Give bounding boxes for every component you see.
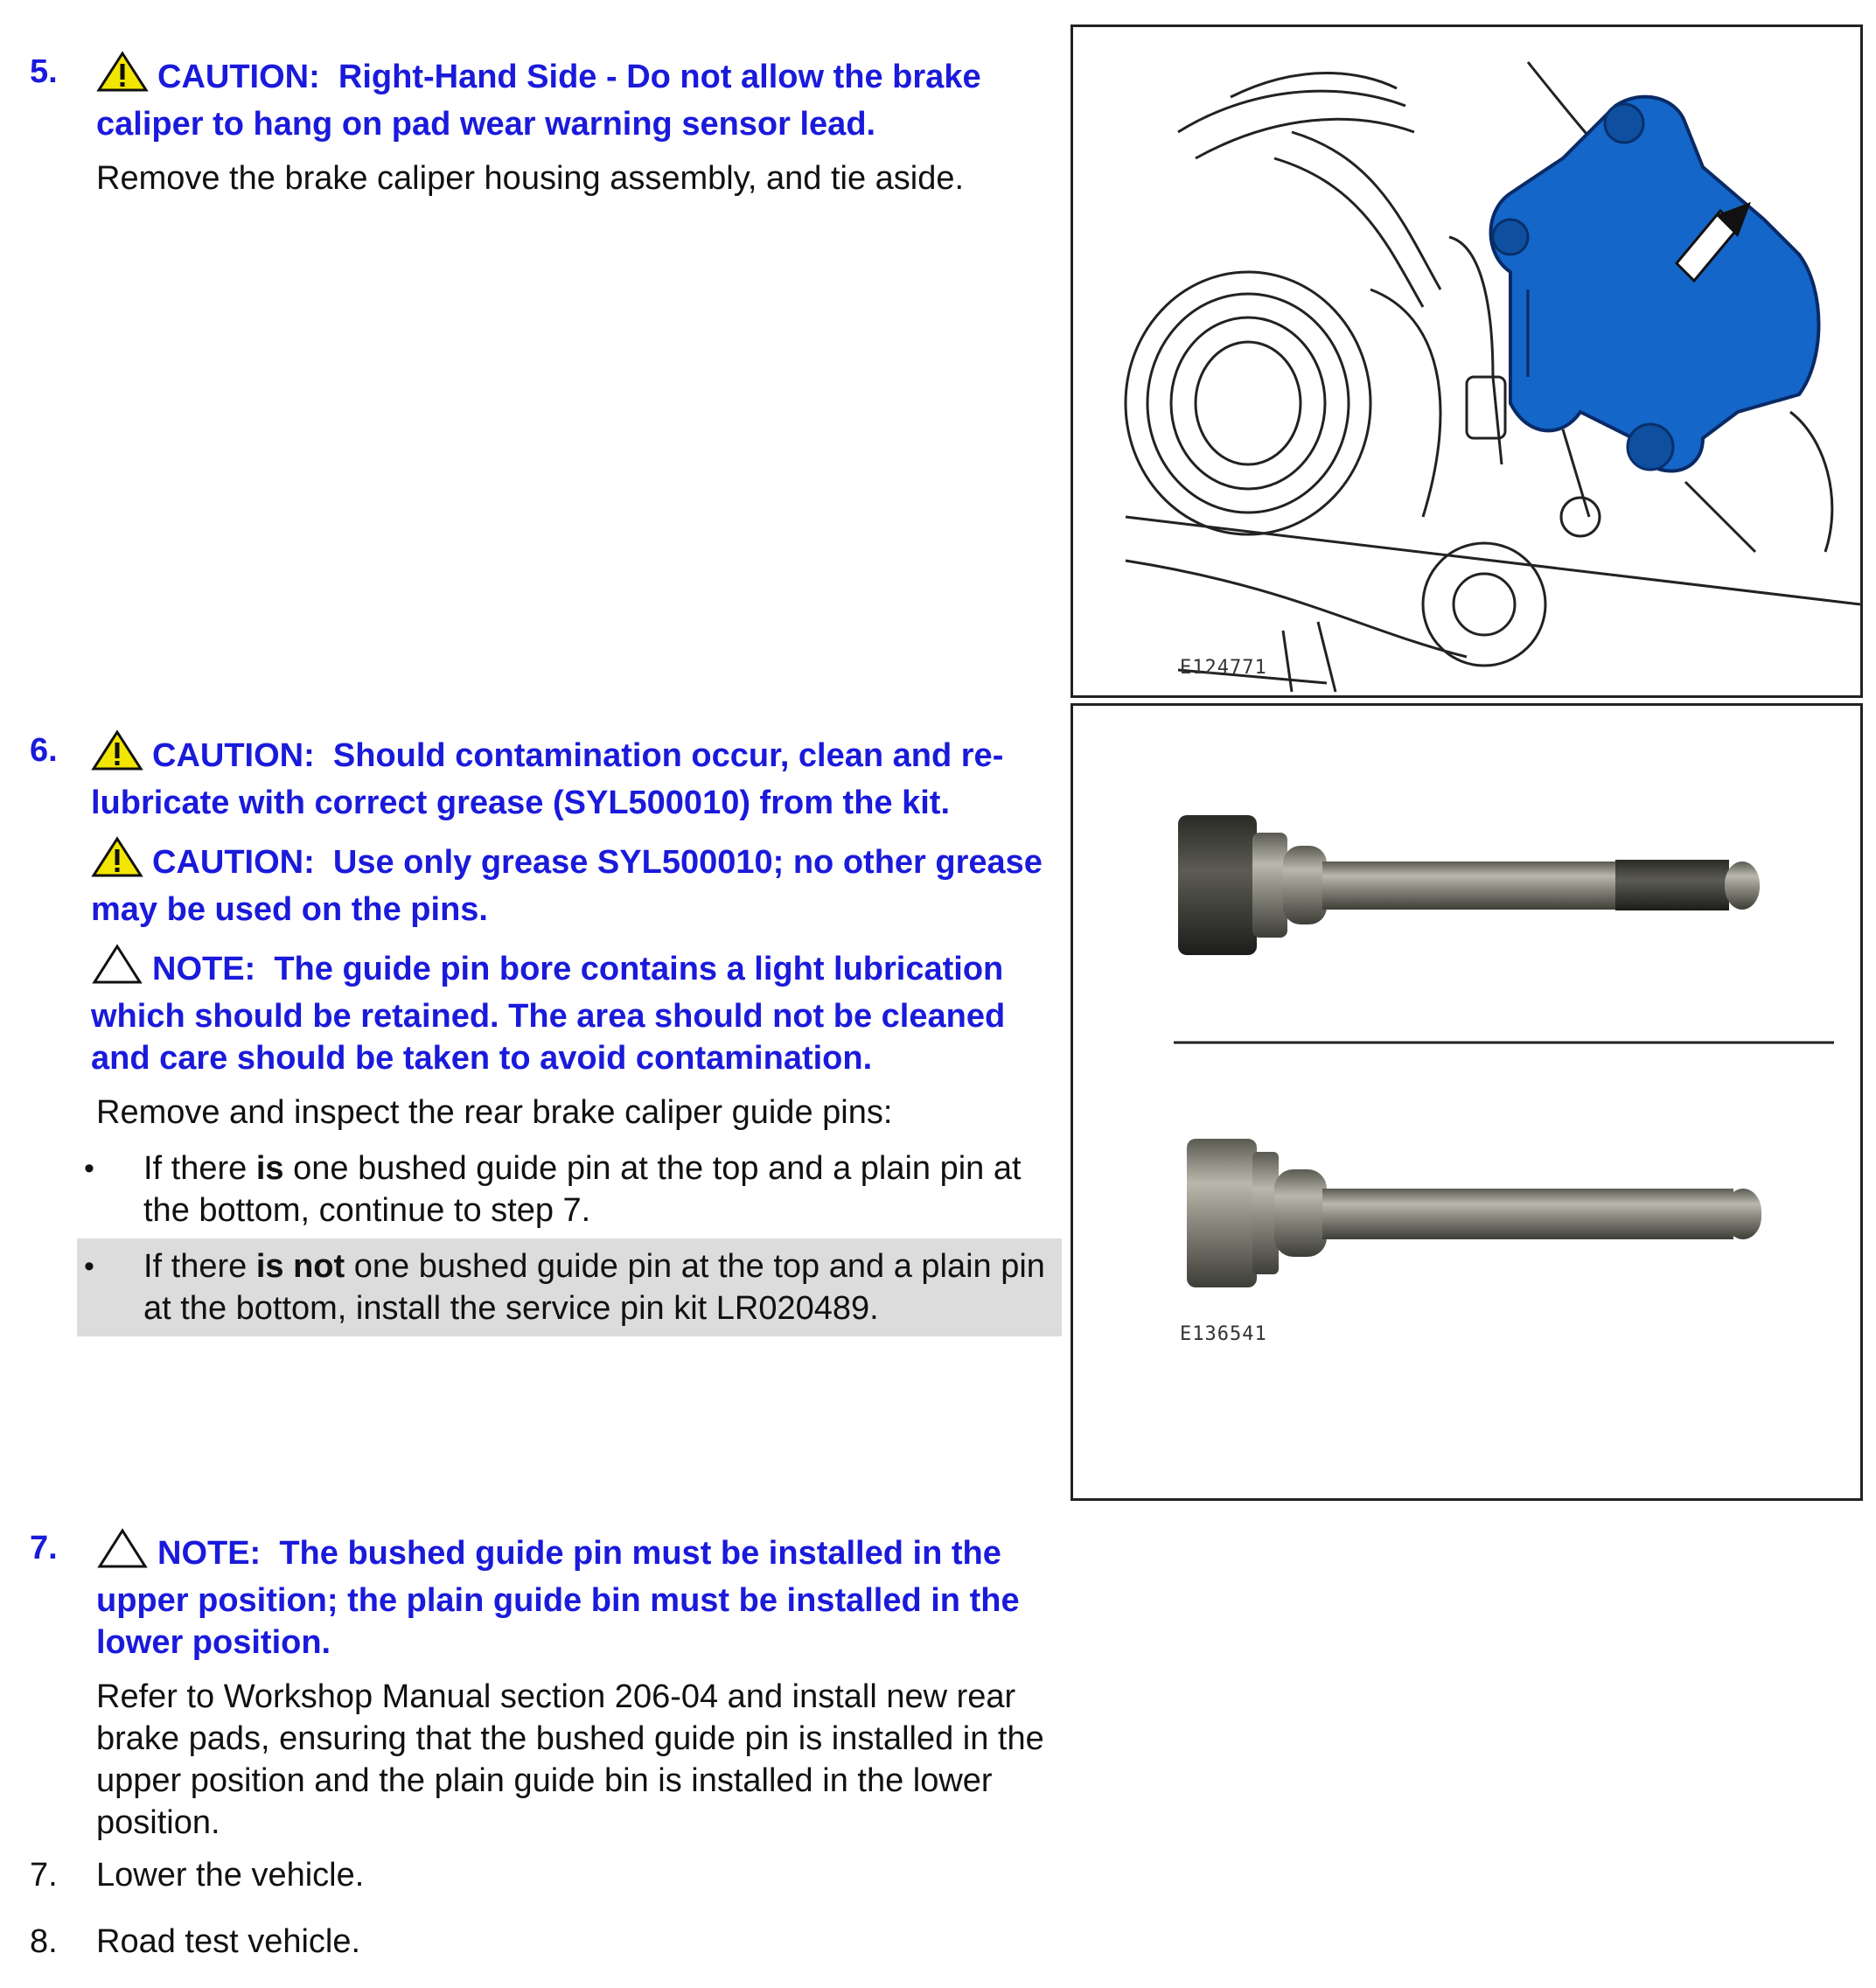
- step-instruction: Refer to Workshop Manual section 206-04 and install new rear brake pads, ensuring that the bushed guide pin is installed in the upper position and the plain guide bin is installed in the lower position.: [96, 1678, 1044, 1841]
- note-label: NOTE:: [157, 1535, 262, 1572]
- caution-label: CAUTION:: [152, 737, 315, 774]
- warning-triangle-icon: [96, 51, 149, 103]
- note-heading: [96, 1527, 1062, 1664]
- caution-heading-2: [91, 836, 1062, 931]
- caution-text: Should contamination occur, clean and re-lubricate with correct grease (SYL500010) from the kit.: [91, 737, 1004, 821]
- step-instruction: Remove the brake caliper housing assembly, and tie aside.: [96, 160, 965, 197]
- caution-heading-1: [91, 729, 1062, 824]
- bushed-guide-pin: [1178, 815, 1760, 955]
- step-7-lower-vehicle: [30, 1854, 1062, 1896]
- caution-text: Right-Hand Side - Do not allow the brake caliper to hang on pad wear warning sensor lead.: [96, 59, 981, 143]
- note-heading: [91, 943, 1062, 1079]
- caution-label: CAUTION:: [157, 59, 320, 95]
- caution-heading: [96, 51, 1062, 145]
- note-text: The guide pin bore contains a light lubrication which should be retained. The area should not be cleaned and care should be taken to avoid contamination.: [91, 951, 1006, 1077]
- figure-code-label: E124771: [1180, 657, 1267, 679]
- step-6: [30, 729, 1062, 1336]
- guide-pins-illustration: [1073, 706, 1860, 1498]
- bullet-icon: •: [84, 1250, 94, 1283]
- step-5: [30, 51, 1062, 199]
- guide-pin-options: [77, 1140, 1062, 1336]
- list-item-highlighted: • If there is not one bushed guide pin at the top and a plain pin at the bottom, install the service pin kit LR020489.: [77, 1238, 1062, 1336]
- step-number: 8.: [30, 1923, 58, 1960]
- note-label: NOTE:: [152, 951, 256, 987]
- warning-triangle-icon: [91, 729, 143, 782]
- step-instruction: Lower the vehicle.: [96, 1857, 365, 1894]
- step-instruction: Remove and inspect the rear brake caliper guide pins:: [96, 1094, 893, 1131]
- caliper-housing: [1491, 97, 1819, 471]
- warning-triangle-icon: [91, 836, 143, 889]
- figure-guide-pins: [1071, 703, 1863, 1501]
- step-7-note: [30, 1527, 1062, 1844]
- step-8-road-test: [30, 1921, 1062, 1963]
- list-item: • If there is one bushed guide pin at the top and a plain pin at the bottom, continue to step 7.: [77, 1140, 1062, 1238]
- step-number: 7.: [30, 1530, 58, 1566]
- figure-code-label: E136541: [1180, 1323, 1267, 1345]
- note-text: The bushed guide pin must be installed in the upper position; the plain guide bin must be installed in the lower position.: [96, 1535, 1020, 1661]
- note-triangle-icon: [91, 943, 143, 995]
- step-number: 5.: [30, 53, 58, 90]
- bullet-icon: •: [84, 1152, 94, 1185]
- caliper-illustration: [1073, 27, 1860, 695]
- step-number: 7.: [30, 1857, 58, 1894]
- plain-guide-pin: [1187, 1139, 1761, 1287]
- step-instruction: Road test vehicle.: [96, 1923, 361, 1960]
- caution-label: CAUTION:: [152, 844, 315, 881]
- figure-caliper: [1071, 24, 1863, 698]
- step-number: 6.: [30, 732, 58, 769]
- caution-text: Use only grease SYL500010; no other grease may be used on the pins.: [91, 844, 1043, 928]
- note-triangle-icon: [96, 1527, 149, 1580]
